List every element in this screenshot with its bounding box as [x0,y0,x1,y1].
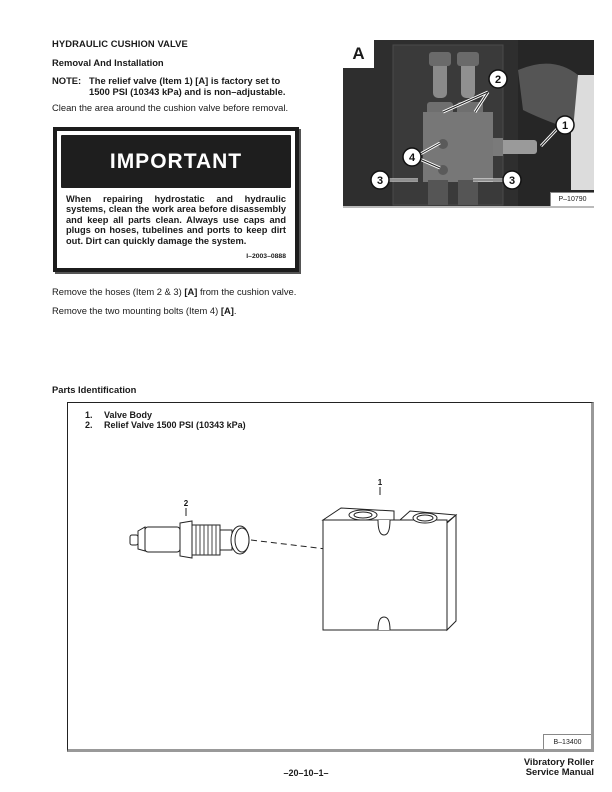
hoses-figure-ref: [A] [184,286,198,297]
photo-figure-a [343,40,594,208]
important-text: When repairing hydrostatic and hydraulic systems, clean the work area before disassembly and keep all parts clean. Always use caps and plugs on hoses, tubelines and ports to keep dirt out. Dirt can quickly damage the system. [66,194,286,246]
callout-3-right: 3 [508,175,516,187]
diagram-callout-2: 2 [183,499,189,508]
paragraph-clean: Clean the area around the cushion valve before removal. [52,102,289,113]
callout-3-left: 3 [376,175,384,187]
subsection-title: Removal And Installation [52,57,164,68]
parts-list-item: 2. Relief Valve 1500 PSI (10343 kPa) [85,420,246,430]
parts-diagram-box [67,402,594,752]
callout-4: 4 [408,152,416,164]
bolts-text: Remove the two mounting bolts (Item 4) [52,305,221,316]
diagram-code: B–13400 [543,734,591,749]
important-code: I–2003–0888 [246,253,286,260]
important-box [53,127,299,272]
manual-title [524,757,594,777]
parts-list-item: 1. Valve Body [85,410,153,420]
figure-label: A [343,40,374,68]
parts-identification-title: Parts Identification [52,384,137,395]
bolts-text-end: . [233,305,237,316]
note [52,75,312,97]
callout-1: 1 [561,120,569,132]
paragraph-hoses [52,286,296,297]
valve-photo-illustration [343,40,594,208]
hoses-text: Remove the hoses (Item 2 & 3) [52,286,185,297]
parts-list [85,410,246,430]
manual-title-line-2: Service Manual [525,766,594,777]
photo-code: P–10790 [550,192,594,206]
manual-title-line-1: Vibratory Roller [523,756,594,767]
valve-exploded-diagram [68,403,592,750]
note-line-1: The relief valve (Item 1) [A] is factory set to [89,75,281,86]
note-label: NOTE: [52,75,82,86]
important-title: IMPORTANT [61,135,291,188]
page-number: –20–10–1– [283,768,329,778]
bolts-figure-ref: [A] [220,305,234,316]
diagram-callout-1: 1 [377,478,383,487]
section-title: HYDRAULIC CUSHION VALVE [52,38,188,49]
callout-2: 2 [494,74,502,86]
note-line-2: 1500 PSI (10343 kPa) and is non–adjustable. [89,86,286,97]
hoses-text-end: from the cushion valve. [197,286,297,297]
paragraph-bolts [52,305,236,316]
